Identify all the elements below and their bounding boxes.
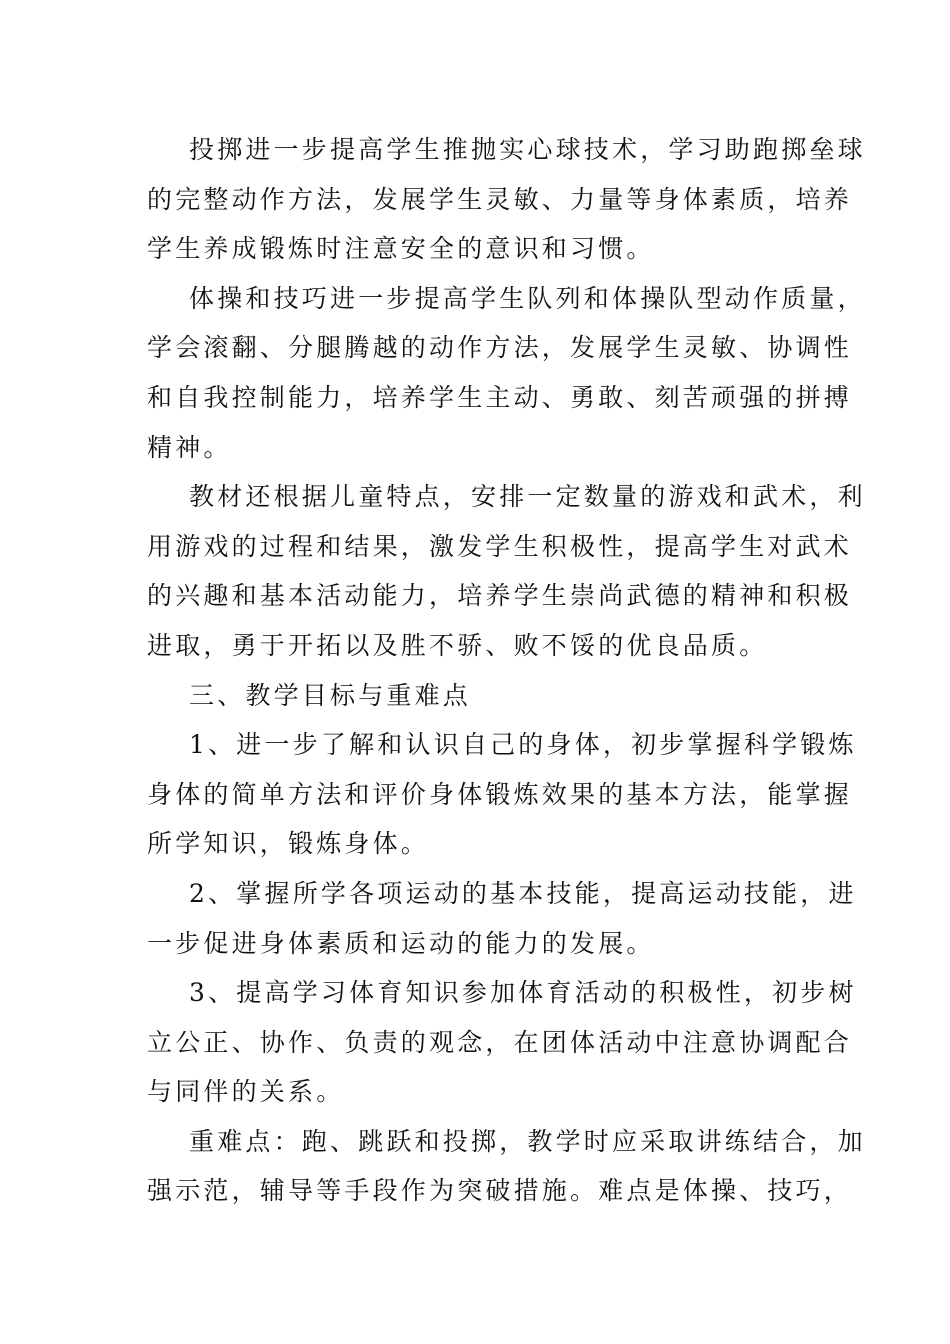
text-line: 立公正、协作、负责的观念，在团体活动中注意协调配合	[147, 1027, 853, 1057]
paragraph-games-martial-arts	[147, 472, 866, 670]
text-line: 学会滚翻、分腿腾越的动作方法，发展学生灵敏、协调性	[147, 333, 853, 363]
section-heading	[147, 671, 807, 721]
text-line: 教材还根据儿童特点，安排一定数量的游戏和武术，利	[189, 482, 866, 512]
text-line: 3、提高学习体育知识参加体育活动的积极性，初步树	[189, 978, 857, 1008]
text-line: 用游戏的过程和结果，激发学生积极性，提高学生对武术	[147, 531, 853, 561]
goal-item-3	[147, 968, 857, 1117]
text-line: 1、进一步了解和认识自己的身体，初步掌握科学锻炼	[189, 730, 857, 760]
text-line: 2、掌握所学各项运动的基本技能，提高运动技能，进	[189, 878, 857, 908]
heading-text: 三、教学目标与重难点	[189, 680, 472, 710]
text-line: 精神。	[147, 432, 232, 462]
text-line: 的完整动作方法，发展学生灵敏、力量等身体素质，培养	[147, 184, 853, 214]
text-line: 与同伴的关系。	[147, 1077, 345, 1107]
goal-item-2	[147, 869, 857, 968]
text-line: 体操和技巧进一步提高学生队列和体操队型动作质量，	[189, 283, 866, 313]
text-line: 进取，勇于开拓以及胜不骄、败不馁的优良品质。	[147, 630, 768, 660]
text-line: 和自我控制能力，培养学生主动、勇敢、刻苦顽强的拼搏	[147, 382, 853, 412]
paragraph-throwing	[147, 125, 866, 274]
paragraph-key-difficulties	[147, 1117, 866, 1216]
text-line: 所学知识，锻炼身体。	[147, 829, 430, 859]
text-line: 学生养成锻炼时注意安全的意识和习惯。	[147, 234, 655, 264]
goal-item-1	[147, 720, 857, 869]
text-line: 一步促进身体素质和运动的能力的发展。	[147, 928, 655, 958]
paragraph-gymnastics	[147, 274, 866, 472]
document-body	[147, 125, 866, 1216]
text-line: 重难点：跑、跳跃和投掷，教学时应采取讲练结合，加	[189, 1126, 866, 1156]
text-line: 的兴趣和基本活动能力，培养学生崇尚武德的精神和积极	[147, 581, 853, 611]
text-line: 强示范，辅导等手段作为突破措施。难点是体操、技巧，	[147, 1176, 853, 1206]
text-line: 投掷进一步提高学生推抛实心球技术，学习助跑掷垒球	[189, 135, 866, 164]
text-line: 身体的简单方法和评价身体锻炼效果的基本方法，能掌握	[147, 779, 853, 809]
